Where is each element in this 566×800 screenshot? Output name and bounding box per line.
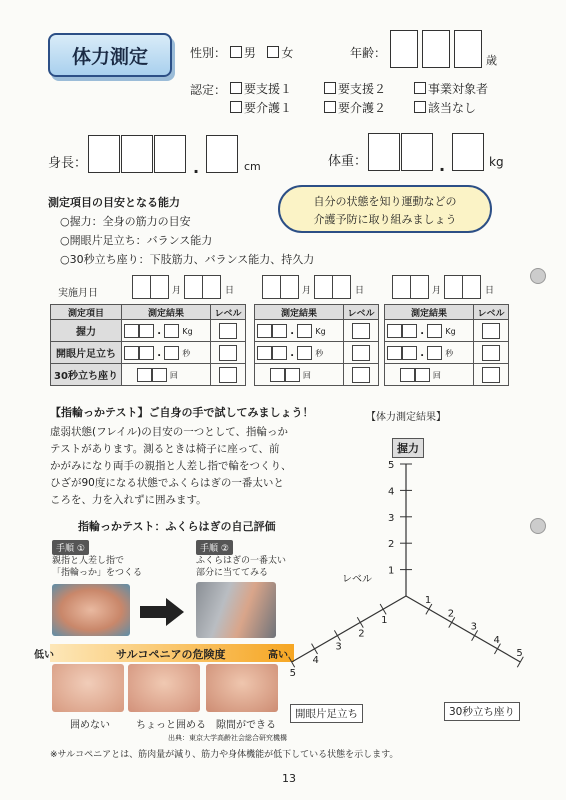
result-radar-chart [280,430,540,730]
checkbox-icon [230,101,242,113]
risk-low-label: 低い [34,650,54,661]
date-month-digit[interactable] [410,275,429,299]
axis-tick [380,604,386,614]
date-month-label: 月 [302,286,312,296]
date-month-label: 月 [432,286,442,296]
gender-female-label: 女 [281,46,294,60]
cert-label: 認定： [190,83,227,97]
height-digit-3[interactable] [154,135,186,173]
axis-tick [289,657,295,667]
cert-option-4[interactable]: 要介護１ [230,99,292,116]
header-result: 測定結果 [255,305,344,320]
result-unit: 回 [432,370,441,380]
height-label: 身長： [48,156,88,171]
date-month-digit[interactable] [132,275,151,299]
step1-text [52,555,142,579]
result-digit[interactable] [139,346,154,360]
step1-line: 親指と人差し指で [52,556,125,566]
age-label: 年齢： [350,46,387,60]
result-decimal[interactable] [164,346,179,360]
result-cell [122,364,211,386]
height-digit-2[interactable] [121,135,153,173]
axis-tick [357,617,363,627]
table-row [255,364,379,386]
measure-table [254,304,379,386]
date-day-label: 日 [485,286,495,296]
date-month-digit[interactable] [392,275,411,299]
result-digit[interactable] [137,368,152,382]
ring-body-line: 虚弱状態(フレイル)の目安の一つとして、指輪っか [50,426,289,438]
axis-tick [312,644,318,654]
date-month-label: 月 [172,286,182,296]
date-day-digit[interactable] [332,275,351,299]
result-digit[interactable] [257,324,272,338]
step1-line: 「指輪っか」をつくる [52,568,143,578]
result-decimal[interactable] [297,346,312,360]
source-note: 出典：東京大学高齢社会総合研究機構 [168,734,287,742]
axis-tick-label: 3 [470,621,477,633]
checkbox-icon [324,82,336,94]
weight-digit-2[interactable] [401,133,433,171]
gender-male-checkbox[interactable] [230,46,242,58]
level-label: レベル [342,574,372,585]
cert-option-3[interactable]: 事業対象者 [414,80,488,97]
result-cell [255,364,344,386]
axis-tick [334,630,340,640]
age-unit: 歳 [486,54,497,67]
advice-bubble [278,185,492,233]
axis-tick-label: 4 [493,634,500,646]
date-month-digit[interactable] [150,275,169,299]
gender-row [190,44,293,61]
guide-heading: 測定項目の目安となる能力 [48,196,180,209]
outcome-label-1: 囲めない [70,720,110,731]
ring-test-title: ご自身の手で試してみましょう！ [148,406,314,419]
row-label: 開眼片足立ち [51,342,122,364]
axis-grip-label: 握力 [392,438,424,458]
outcome-photo-3 [206,664,278,712]
arrow-right-icon [140,598,186,626]
axis-tick-label: 4 [388,486,395,498]
gender-male-label: 男 [243,46,256,60]
table-row [255,320,379,342]
axis-tick-label: 5 [289,668,297,679]
result-unit: 秒 [315,348,324,358]
level-input[interactable] [352,323,370,339]
row-label: 握力 [51,320,122,342]
header-item: 測定項目 [51,305,122,320]
result-digit[interactable] [152,368,167,382]
age-digit-3[interactable] [454,30,482,68]
axis-tick-label: 1 [388,565,395,577]
axis-tick-label: 4 [312,654,319,666]
date-day-digit[interactable] [314,275,333,299]
result-digit[interactable] [400,368,415,382]
result-digit[interactable] [139,324,154,338]
level-input[interactable] [482,323,500,339]
result-unit: 秒 [445,348,454,358]
checkbox-icon [414,101,426,113]
risk-title: サルコペニアの危険度 [116,648,226,661]
advice-line-2: 介護予防に取り組みましょう [313,213,457,226]
outcome-label-2: ちょっと囲める [136,720,206,731]
level-input[interactable] [482,345,500,361]
ring-test-bracket: 【指輪っかテスト】 [50,406,149,419]
step2-line: 部分に当ててみる [196,568,269,578]
result-cell: . 秒 [122,342,211,364]
weight-digit-1[interactable] [368,133,400,171]
ring-test-heading [50,404,314,420]
result-digit[interactable] [270,368,285,382]
result-decimal[interactable] [164,324,179,338]
date-label: 実施月日 [58,288,98,299]
result-unit: Kg [445,326,456,336]
gender-female-checkbox[interactable] [267,46,279,58]
outcome-photo-1 [52,664,124,712]
page-number: 13 [282,772,296,785]
axis-tick-label: 3 [388,512,395,524]
axis-balance [292,596,406,662]
ring-body-line: ひざが90度になる状態でふくらはぎの一番太いと [50,477,284,489]
sarcopenia-note: ※サルコペニアとは、筋肉量が減り、筋力や身体機能が低下している状態を示します。 [50,750,399,760]
result-cell: . Kg [385,320,474,342]
level-cell [344,320,379,342]
result-digit[interactable] [257,346,272,360]
level-input[interactable] [352,367,370,383]
header-result: 測定結果 [385,305,474,320]
result-digit[interactable] [272,324,287,338]
result-decimal[interactable] [427,346,442,360]
result-decimal[interactable] [427,324,442,338]
result-digit[interactable] [124,324,139,338]
axis-tick-label: 2 [358,628,365,640]
checkbox-icon [414,82,426,94]
result-digit[interactable] [285,368,300,382]
age-digit-1[interactable] [390,30,418,68]
measure-table [384,304,509,386]
axis-tick-label: 5 [516,648,523,659]
axis-sitstand [406,596,523,662]
height-decimal-point: . [193,158,200,177]
date-month-digit[interactable] [280,275,299,299]
page-title: 体力測定 [48,33,172,77]
table-row [385,364,509,386]
result-heading: 【体力測定結果】 [366,412,446,423]
level-input[interactable] [219,345,237,361]
height-decimal[interactable] [206,135,238,173]
row-label: 30秒立ち座り [51,364,122,386]
axis-tick-label: 5 [388,460,395,471]
risk-high-label: 高い [268,650,288,661]
step2-text [196,555,286,579]
date-month-digit[interactable] [262,275,281,299]
binder-hole [530,268,546,284]
binder-hole [530,518,546,534]
level-cell [211,364,246,386]
result-cell: . 秒 [255,342,344,364]
ring-body-line: かがみになり両手の親指と人差し指で輪をつくり、 [50,460,292,472]
axis-tick-label: 1 [424,595,432,607]
level-cell [474,364,509,386]
date-day-label: 日 [355,286,365,296]
result-digit[interactable] [387,324,402,338]
result-digit[interactable] [402,346,417,360]
risk-bar [34,644,294,662]
weight-unit: kg [489,155,504,169]
table-row [51,320,246,342]
level-cell [211,320,246,342]
result-unit: Kg [315,326,326,336]
header-level: レベル [211,305,246,320]
advice-line-1: 自分の状態を知り運動などの [313,195,457,208]
step2-photo [196,582,276,638]
header-level: レベル [474,305,509,320]
level-input[interactable] [219,323,237,339]
outcome-label-3: 隙間ができる [216,720,276,731]
axis-tick-label: 2 [388,539,395,551]
cert-option-2[interactable]: 要支援２ [324,80,386,97]
outcome-photo-2 [128,664,200,712]
result-cell: . 秒 [385,342,474,364]
level-cell [211,342,246,364]
step1-tag: 手順 ① [52,540,89,555]
result-digit[interactable] [387,346,402,360]
ring-body-line: テストがあります。測るときは椅子に座って、前 [50,443,280,455]
result-digit[interactable] [415,368,430,382]
ring-subheading: 指輪っかテスト：ふくらはぎの自己評価 [78,520,276,533]
height-unit: cm [244,160,261,173]
table-row [385,342,509,364]
weight-decimal-point: . [439,156,446,175]
result-cell: . Kg [255,320,344,342]
weight-decimal[interactable] [452,133,484,171]
date-day-digit[interactable] [462,275,481,299]
level-input[interactable] [352,345,370,361]
level-cell [474,320,509,342]
level-cell [344,364,379,386]
axis-balance-label: 開眼片足立ち [290,704,363,723]
result-cell: . Kg [122,320,211,342]
guide-item-sitstand: ○30秒立ち座り：下肢筋力、バランス能力、持久力 [60,253,315,266]
level-input[interactable] [482,367,500,383]
step1-photo [52,584,130,636]
result-digit[interactable] [402,324,417,338]
header-result: 測定結果 [122,305,211,320]
step2-line: ふくらはぎの一番太い [196,556,287,566]
step2-tag: 手順 ② [196,540,233,555]
weight-label: 体重： [328,154,368,169]
age-digit-2[interactable] [422,30,450,68]
cert-option-6[interactable]: 該当なし [414,99,476,116]
ring-body-line: ころを、力を入れずに囲みます。 [50,494,207,506]
checkbox-icon [324,101,336,113]
gender-label: 性別： [190,46,227,60]
level-cell [474,342,509,364]
result-unit: 回 [169,370,178,380]
table-row [255,342,379,364]
date-day-digit[interactable] [202,275,221,299]
table-row [51,342,246,364]
measure-table [50,304,246,386]
cert-option-5[interactable]: 要介護２ [324,99,386,116]
table-row [385,320,509,342]
checkbox-icon [230,82,242,94]
date-day-digit[interactable] [184,275,203,299]
axis-tick-label: 3 [335,641,342,653]
level-cell [344,342,379,364]
axis-tick-label: 2 [447,608,455,620]
header-level: レベル [344,305,379,320]
guide-item-grip: ○握力：全身の筋力の目安 [60,215,191,228]
result-digit[interactable] [272,346,287,360]
result-unit: 回 [302,370,311,380]
axis-sitstand-label: 30秒立ち座り [444,702,520,721]
result-digit[interactable] [124,346,139,360]
level-input[interactable] [219,367,237,383]
date-day-label: 日 [225,286,235,296]
height-digit-1[interactable] [88,135,120,173]
ring-test-body [50,424,292,509]
result-unit: 秒 [182,348,191,358]
date-day-digit[interactable] [444,275,463,299]
result-unit: Kg [182,326,193,336]
result-cell [385,364,474,386]
axis-tick-label: 1 [381,615,388,627]
guide-item-balance: ○開眼片足立ち：バランス能力 [60,234,213,247]
table-row [51,364,246,386]
cert-option-1[interactable]: 要支援１ [230,80,292,97]
result-decimal[interactable] [297,324,312,338]
